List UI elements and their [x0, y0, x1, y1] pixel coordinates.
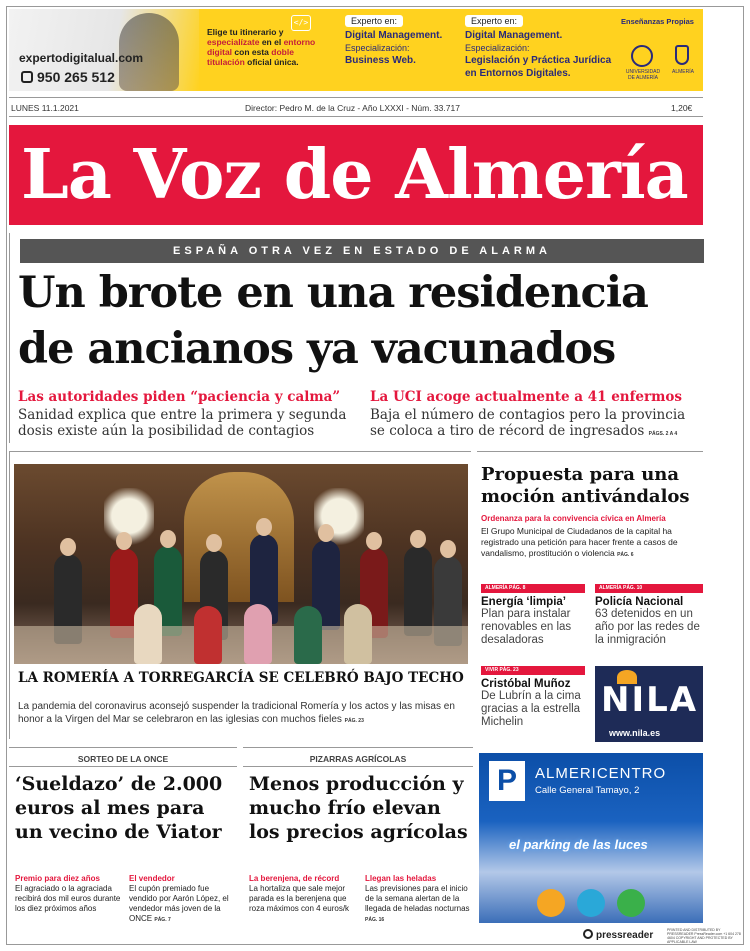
- ad-expert-pill: Experto en:: [345, 15, 403, 27]
- ad-expert-spec: Business Web.: [345, 55, 416, 66]
- lead-sub-right[interactable]: [370, 389, 700, 442]
- mocion-title[interactable]: Propuesta para una moción antivándalos: [481, 464, 690, 507]
- ad-pitch: [207, 27, 319, 67]
- pressreader-footer[interactable]: [583, 926, 743, 944]
- pressreader-brand: pressreader: [596, 930, 654, 941]
- ad-pitch-highlight: entorno digital: [207, 37, 316, 57]
- page-ref: PÁG. 6: [617, 552, 634, 558]
- mocion-body: El Grupo Municipal de Ciudadanos de la capital ha registrado una petición para hacer frente a casos de vandalismo, prostitución o violencia: [481, 526, 678, 558]
- parking-badge-icon: [577, 889, 605, 917]
- mocion-text: [481, 526, 703, 561]
- parking-address: Calle General Tamayo, 2: [535, 785, 640, 796]
- pizarras-kicker-1: La berenjena, de récord: [249, 874, 340, 883]
- parking-badge-icon: [617, 889, 645, 917]
- nila-logo: NILA: [601, 680, 699, 720]
- lead-sub-text: [370, 407, 700, 442]
- code-icon: </>: [291, 15, 311, 31]
- lead-headline-line: Un brote en una residencia: [18, 268, 648, 318]
- issue-date: LUNES 11.1.2021: [11, 103, 79, 113]
- photo-person-seated: [194, 606, 222, 664]
- ad-expert-label: Especialización:: [465, 43, 530, 53]
- lead-banner: ESPAÑA OTRA VEZ EN ESTADO DE ALARMA: [20, 239, 704, 263]
- photo-person: [404, 546, 432, 636]
- photo-face: [410, 530, 426, 548]
- ad-expert-title: Digital Management.: [345, 30, 443, 41]
- almericentro-advertisement[interactable]: [479, 753, 703, 923]
- brief-text: Plan para instalar renovables en las desaladoras: [481, 608, 572, 646]
- newspaper-front-page: [6, 6, 744, 945]
- ad-phone-number: 950 265 512: [37, 69, 115, 85]
- photo-face: [60, 538, 76, 556]
- ad-expert-1: [345, 15, 461, 67]
- parking-name: ALMERICENTRO: [535, 765, 667, 782]
- photo-face: [160, 530, 176, 548]
- pizarras-text-2: [365, 884, 471, 925]
- parking-icon: P: [489, 761, 525, 801]
- ad-pitch-text: con esta: [234, 47, 269, 57]
- pressreader-logo[interactable]: [583, 929, 653, 941]
- newspaper-title: La Voz de Almería: [21, 135, 688, 215]
- photo-story[interactable]: [9, 451, 471, 739]
- pizarras-text-2-body: Las previsiones para el inicio de la semana alertan de la llegada de heladas nocturnas: [365, 884, 470, 913]
- ad-pitch-text: oficial única.: [247, 57, 299, 67]
- photo-person-seated: [294, 606, 322, 664]
- pizarras-title[interactable]: Menos producción y mucho frío elevan los precios agrícolas: [249, 773, 468, 843]
- lead-sub-kicker: Las autoridades piden “paciencia y calma”: [18, 389, 341, 405]
- photo-face: [366, 532, 382, 550]
- photo-story-title[interactable]: LA ROMERÍA A TORREGARCÍA SE CELEBRÓ BAJO TECHO: [18, 670, 464, 686]
- page-ref: PÁG. 16: [365, 917, 385, 923]
- pressreader-fine-print: PRINTED AND DISTRIBUTED BY PRESSREADER PressReader.com +1 604 278 4604 COPYRIGHT AND PROTECTED BY APPLICABLE LAW: [667, 928, 741, 944]
- photo-face: [318, 524, 334, 542]
- brief-text: De Lubrín a la cima gracias a la estrella Michelin: [481, 690, 581, 728]
- once-story[interactable]: [9, 747, 237, 923]
- photo-person-seated: [344, 604, 372, 664]
- photo-story-text: [18, 700, 466, 728]
- ad-website[interactable]: expertodigitalual.com: [19, 51, 144, 65]
- ad-pitch-text: Elige tu itinerario y: [207, 27, 284, 37]
- once-section: SORTEO DE LA ONCE: [9, 754, 237, 767]
- brief-bar: VIVIR PÁG. 23: [481, 666, 585, 675]
- issue-director: Director: Pedro M. de la Cruz - Año LXXXI - Núm. 33.717: [245, 103, 460, 113]
- lead-sub-left[interactable]: [18, 389, 358, 439]
- once-title[interactable]: ‘Sueldazo’ de 2.000 euros al mes para un vecino de Viator: [15, 773, 223, 843]
- photo-person-seated: [244, 604, 272, 664]
- masthead: [9, 125, 703, 225]
- nila-advertisement[interactable]: [595, 666, 703, 742]
- once-text-2-body: El cupón premiado fue vendido por Aarón López, el vendedor más joven de la ONCE: [129, 884, 229, 923]
- city-crest-icon: [675, 45, 689, 65]
- once-kicker-1: Premio para diez años: [15, 874, 100, 883]
- once-text-2: [129, 884, 235, 925]
- pressreader-icon: [583, 929, 593, 939]
- photo-face: [256, 518, 272, 536]
- page-ref: PÁG. 7: [154, 917, 171, 923]
- brief-policia[interactable]: [595, 584, 703, 647]
- ad-phone[interactable]: [21, 69, 115, 85]
- photo-face: [116, 532, 132, 550]
- romeria-photo: [14, 464, 468, 664]
- ad-expert-label: Especialización:: [345, 43, 410, 53]
- ad-pitch-highlight: doble titulación: [207, 47, 294, 67]
- pizarras-story[interactable]: [243, 747, 473, 923]
- city-name: ALMERÍA: [672, 69, 694, 75]
- pizarras-section: PIZARRAS AGRÍCOLAS: [243, 754, 473, 767]
- parking-badge-icon: [537, 889, 565, 917]
- photo-person-seated: [134, 604, 162, 664]
- top-advertisement[interactable]: [9, 9, 703, 91]
- ad-expert-pill: Experto en:: [465, 15, 523, 27]
- once-text-1: El agraciado o la agraciada recibirá dos mil euros durante los diez próximos años: [15, 884, 121, 913]
- lead-sub-text: Sanidad explica que entre la primera y segunda dosis existe aún la posibilidad de contagios: [18, 407, 347, 439]
- brief-bar: ALMERÍA PÁG. 8: [481, 584, 585, 593]
- brief-energia[interactable]: [481, 584, 585, 647]
- brief-title: Policía Nacional: [595, 596, 684, 608]
- university-seal-icon: [631, 45, 653, 67]
- ad-expert-spec: Legislación y Práctica Jurídica en Entornos Digitales.: [465, 55, 612, 79]
- photo-story-body: La pandemia del coronavirus aconsejó suspender la tradicional Romería y los actos y las misas en honor a la Virgen del Mar se celebraron en las iglesias con muchos fieles: [18, 701, 455, 725]
- ad-expert-title: Digital Management.: [465, 30, 563, 41]
- university-name: UNIVERSIDAD DE ALMERÍA: [625, 69, 661, 81]
- photo-floor: [14, 626, 468, 664]
- brief-cristobal[interactable]: [481, 666, 585, 729]
- pizarras-kicker-2: Llegan las heladas: [365, 874, 437, 883]
- photo-face: [440, 540, 456, 558]
- photo-face: [206, 534, 222, 552]
- brief-title: Cristóbal Muñoz: [481, 678, 571, 690]
- phone-icon: [21, 71, 33, 83]
- lead-headline-line: de ancianos ya vacunados: [18, 324, 616, 374]
- parking-slogan: el parking de las luces: [509, 837, 648, 852]
- lead-sub-kicker: La UCI acoge actualmente a 41 enfermos: [370, 389, 683, 405]
- pizarras-text-1: La hortaliza que sale mejor parada es la berenjena que roza máximos con 4 euros/k: [249, 884, 350, 913]
- page-ref: PÁG. 23: [344, 718, 364, 724]
- lead-story[interactable]: [9, 233, 703, 443]
- nila-url[interactable]: www.nila.es: [609, 728, 661, 738]
- ad-expert-2: [465, 15, 615, 80]
- lead-sub-text-body: Baja el número de contagios pero la provincia se coloca a tiro de récord de ingresados: [370, 407, 686, 439]
- brief-text: 63 detenidos en un año por las redes de la inmigración: [595, 608, 700, 646]
- lead-headline[interactable]: [18, 265, 704, 377]
- brief-bar: ALMERÍA PÁG. 10: [595, 584, 703, 593]
- ad-pitch-text: en el: [261, 37, 282, 47]
- mocion-kicker: Ordenanza para la convivencia cívica en Almería: [481, 514, 666, 523]
- page-ref: PÁGS. 2 A 4: [648, 431, 678, 437]
- issue-price: 1,20€: [671, 103, 693, 113]
- brief-title: Energía ‘limpia’: [481, 596, 566, 608]
- date-bar: [9, 97, 703, 117]
- ad-pitch-highlight: especialízate: [207, 37, 260, 47]
- ad-university-label: Enseñanzas Propias: [621, 17, 694, 26]
- right-column: [477, 451, 703, 739]
- once-kicker-2: El vendedor: [129, 874, 175, 883]
